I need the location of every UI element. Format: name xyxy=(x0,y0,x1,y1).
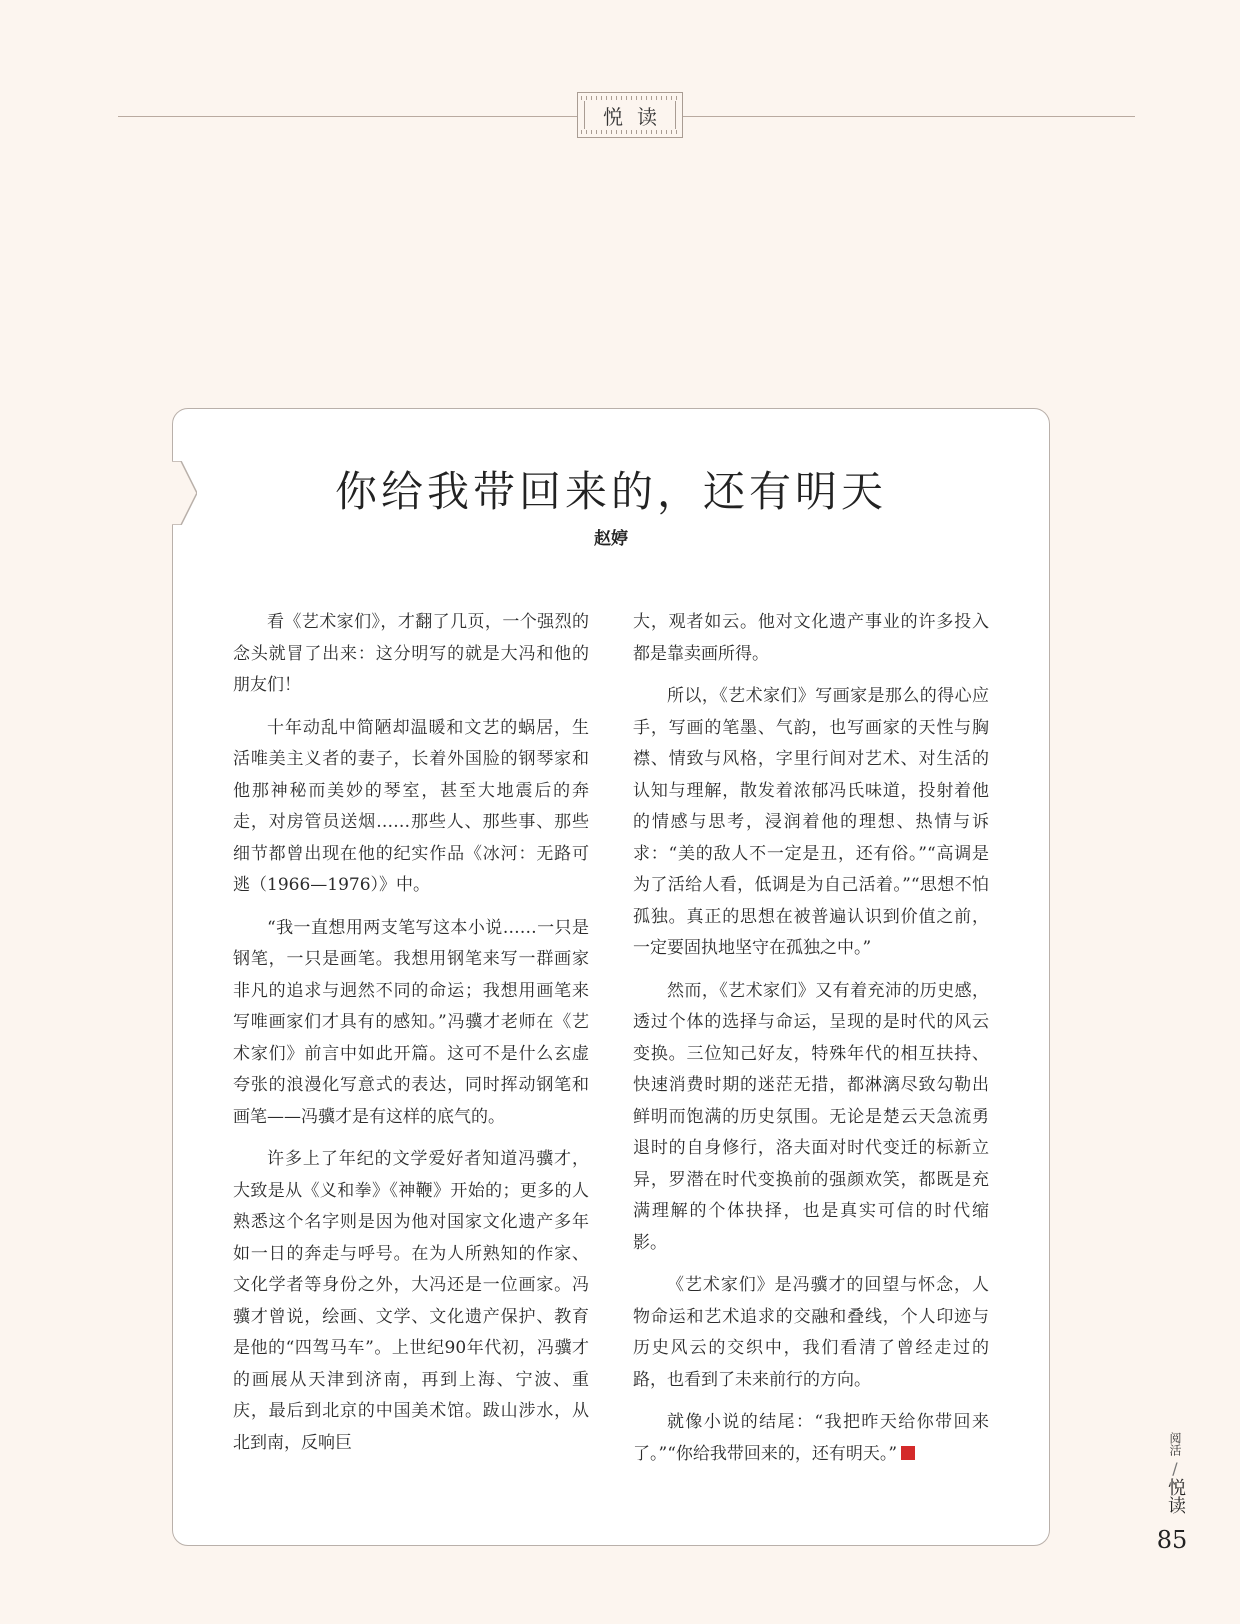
article-column-right xyxy=(633,607,989,1481)
section-tag-label: 悦读 xyxy=(603,104,671,129)
paragraph: 许多上了年纪的文学爱好者知道冯骥才，大致是从《义和拳》《神鞭》开始的；更多的人熟悉这个名字则是因为他对国家文化遗产多年如一日的奔走与呼号。在为人所熟知的作家、文化学者等身份之外，大冯还是一位画家。冯骥才曾说，绘画、文学、文化遗产保护、教育是他的“四驾马车”。上世纪90年代初，冯骥才的画展从天津到济南，再到上海、宁波、重庆，最后到北京的中国美术馆。跋山涉水，从北到南，反响巨 xyxy=(233,1149,589,1453)
sidebar-big-label: 悦读 xyxy=(1165,1478,1186,1514)
section-tag-frame xyxy=(584,101,676,129)
end-mark-icon xyxy=(901,1446,915,1460)
header-rule-right xyxy=(683,116,1135,117)
paragraph-final-text: 就像小说的结尾：“我把昨天给你带回来了。”“你给我带回来的，还有明天。” xyxy=(633,1412,989,1464)
paragraph: 《艺术家们》是冯骥才的回望与怀念，人物命运和艺术追求的交融和叠线，个人印迹与历史风云的交织中，我们看清了曾经走过的路，也看到了未来前行的方向。 xyxy=(633,1275,989,1390)
paragraph: 十年动乱中简陋却温暖和文艺的蜗居，生活唯美主义者的妻子，长着外国脸的钢琴家和他那神秘而美妙的琴室，甚至大地震后的奔走，对房管员送烟……那些人、那些事、那些细节都曾出现在他的纪实作品《冰河：无路可逃（1966—1976）》中。 xyxy=(233,717,589,895)
paragraph: 看《艺术家们》，才翻了几页，一个强烈的念头就冒了出来：这分明写的就是大冯和他的朋友们！ xyxy=(233,612,589,695)
section-tag xyxy=(577,92,683,138)
article-author: 赵婷 xyxy=(594,529,628,549)
paragraph: 所以，《艺术家们》写画家是那么的得心应手，写画的笔墨、气韵，也写画家的天性与胸襟、情致与风格，字里行间对艺术、对生活的认知与理解，散发着浓郁冯氏味道，投射着他的情感与思考，浸润着他的理想、热情与诉求：“美的敌人不一定是丑，还有俗。”“高调是为了活给人看，低调是为自己活着。”“思想不怕孤独。真正的思想在被普遍认识到价值之前，一定要固执地坚守在孤独之中。” xyxy=(633,686,989,958)
article-card xyxy=(172,408,1050,1546)
paragraph: 然而，《艺术家们》又有着充沛的历史感，透过个体的选择与命运，呈现的是时代的风云变换。三位知己好友，特殊年代的相互扶持、快速消费时期的迷茫无措，都淋漓尽致勾勒出鲜明而饱满的历史氛围。无论是楚云天急流勇退时的自身修行，洛夫面对时代变迁的标新立异，罗潜在时代变换前的强颜欢笑，都既是充满理解的个体抉择，也是真实可信的时代缩影。 xyxy=(633,980,989,1253)
paragraph: “我一直想用两支笔写这本小说……一只是钢笔，一只是画笔。我想用钢笔来写一群画家非凡的追求与迥然不同的命运；我想用画笔来写唯画家们才具有的感知。”冯骥才老师在《艺术家们》前言中如此开篇。这可不是什么玄虚夸张的浪漫化写意式的表达，同时挥动钢笔和画笔——冯骥才是有这样的底气的。 xyxy=(233,917,589,1127)
sidebar-small-label: 阅活 xyxy=(1168,1432,1182,1456)
sidebar-label xyxy=(1160,1432,1190,1518)
page-number: 85 xyxy=(1156,1526,1188,1554)
paragraph-final xyxy=(633,1407,989,1470)
sidebar-slash: / xyxy=(1172,1459,1178,1478)
article-title: 你给我带回来的，还有明天 xyxy=(334,467,887,516)
paragraph: 大，观者如云。他对文化遗产事业的许多投入都是靠卖画所得。 xyxy=(633,612,989,664)
header-rule-left xyxy=(118,116,578,117)
article-column-left xyxy=(233,607,589,1470)
